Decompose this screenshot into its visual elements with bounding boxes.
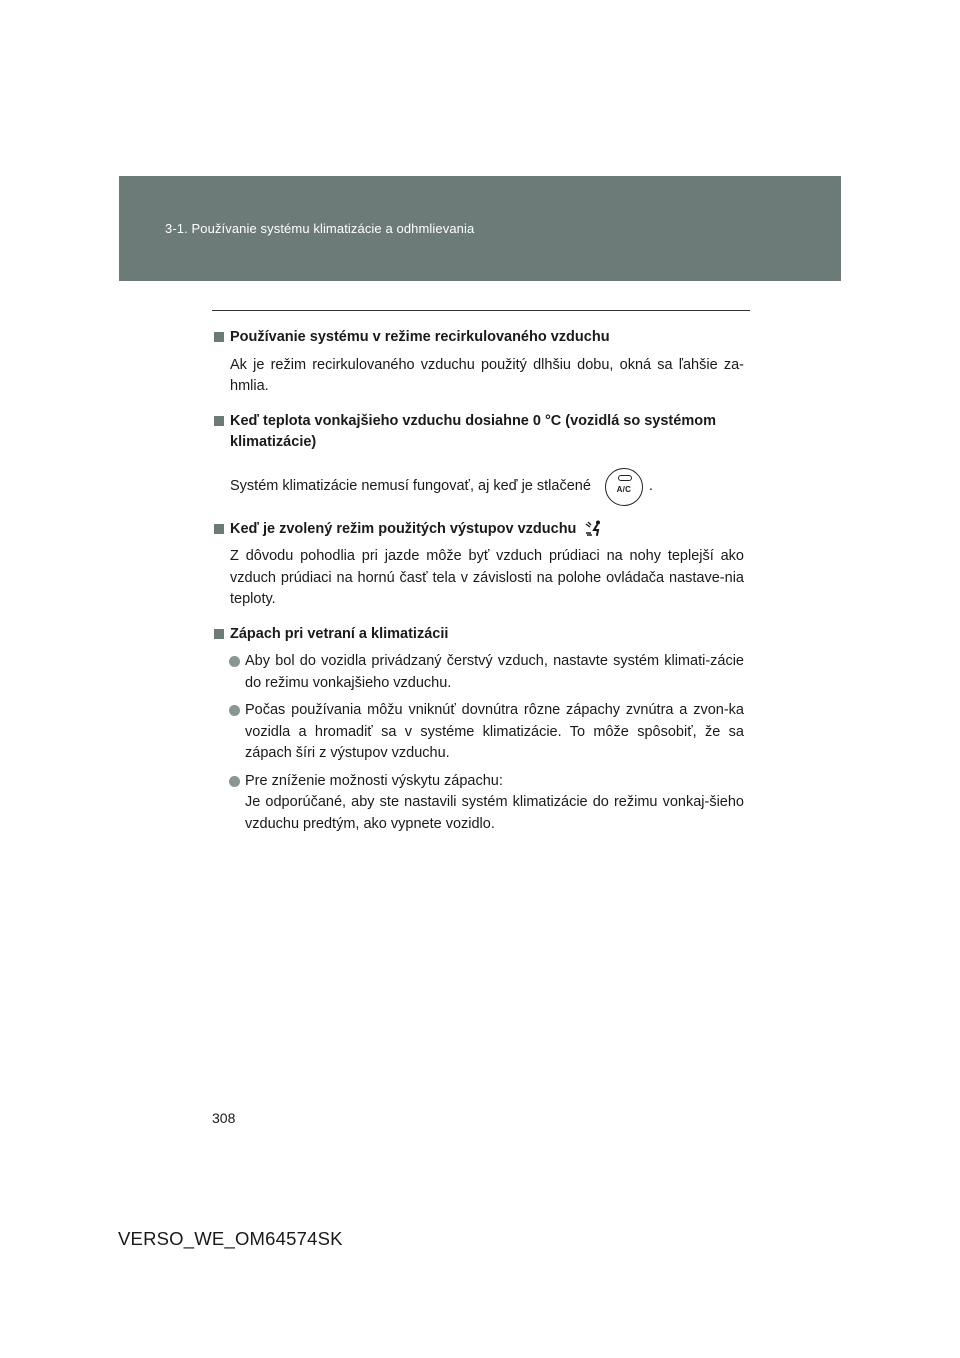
header-band	[119, 176, 841, 281]
section-recirculation	[212, 327, 744, 398]
indicator-led-icon	[618, 475, 632, 481]
square-bullet-icon	[214, 332, 224, 342]
page-content	[212, 327, 744, 848]
vent-mode-icon	[584, 520, 602, 536]
document-code: VERSO_WE_OM64574SK	[118, 1228, 343, 1249]
section-text: Systém klimatizácie nemusí fungovať, aj keď je stlačené	[230, 477, 591, 494]
section-vent-mode	[212, 519, 744, 611]
square-bullet-icon	[214, 524, 224, 534]
page-number: 308	[212, 1110, 236, 1126]
section-text: Ak je režim recirkulovaného vzduchu použitý dlhšiu dobu, okná sa ľahšie za-hmlia.	[230, 356, 744, 394]
circle-bullet-icon	[229, 705, 240, 716]
ac-button-label: A/C	[616, 484, 632, 494]
section-heading: Keď teplota vonkajšieho vzduchu dosiahne 0 °C (vozidlá so systémom klimatizácie)	[212, 411, 744, 454]
section-outside-temperature	[212, 411, 744, 506]
list-item: Aby bol do vozidla privádzaný čerstvý vzduch, nastavte systém klimati-zácie do režimu vonkajšieho vzduchu.	[245, 651, 744, 694]
section-text: Z dôvodu pohodlia pri jazde môže byť vzduch prúdiaci na nohy teplejší ako vzduch prúdiaci na hornú časť tela v závislosti na polohe ovládača nastave-nia teploty.	[230, 548, 744, 607]
circle-bullet-icon	[229, 656, 240, 667]
section-heading: Používanie systému v režime recirkulovaného vzduchu	[212, 327, 744, 349]
square-bullet-icon	[214, 629, 224, 639]
section-odor	[212, 624, 744, 836]
circle-bullet-icon	[229, 776, 240, 787]
ac-line	[230, 468, 744, 506]
section-title: 3-1. Používanie systému klimatizácie a odhmlievania	[165, 221, 475, 236]
list-item: Počas používania môžu vniknúť dovnútra rôzne zápachy zvnútra a zvon-ka vozidla a hromadiť sa v systéme klimatizácie. To môže spôsobiť, že sa zápach šíri z výstupov vzduchu.	[245, 700, 744, 765]
list-item: Pre zníženie možnosti výskytu zápachu: Je odporúčané, aby ste nastavili systém klimatizácie do režimu vonkaj-šieho vzduchu predtým, ako vypnete vozidlo.	[245, 771, 744, 836]
square-bullet-icon	[214, 416, 224, 426]
section-heading: Zápach pri vetraní a klimatizácii	[212, 624, 744, 646]
section-heading: Keď je zvolený režim použitých výstupov vzduchu	[212, 519, 744, 541]
ac-button-icon	[605, 468, 643, 506]
divider	[212, 310, 750, 311]
section-text-end: .	[648, 477, 653, 494]
